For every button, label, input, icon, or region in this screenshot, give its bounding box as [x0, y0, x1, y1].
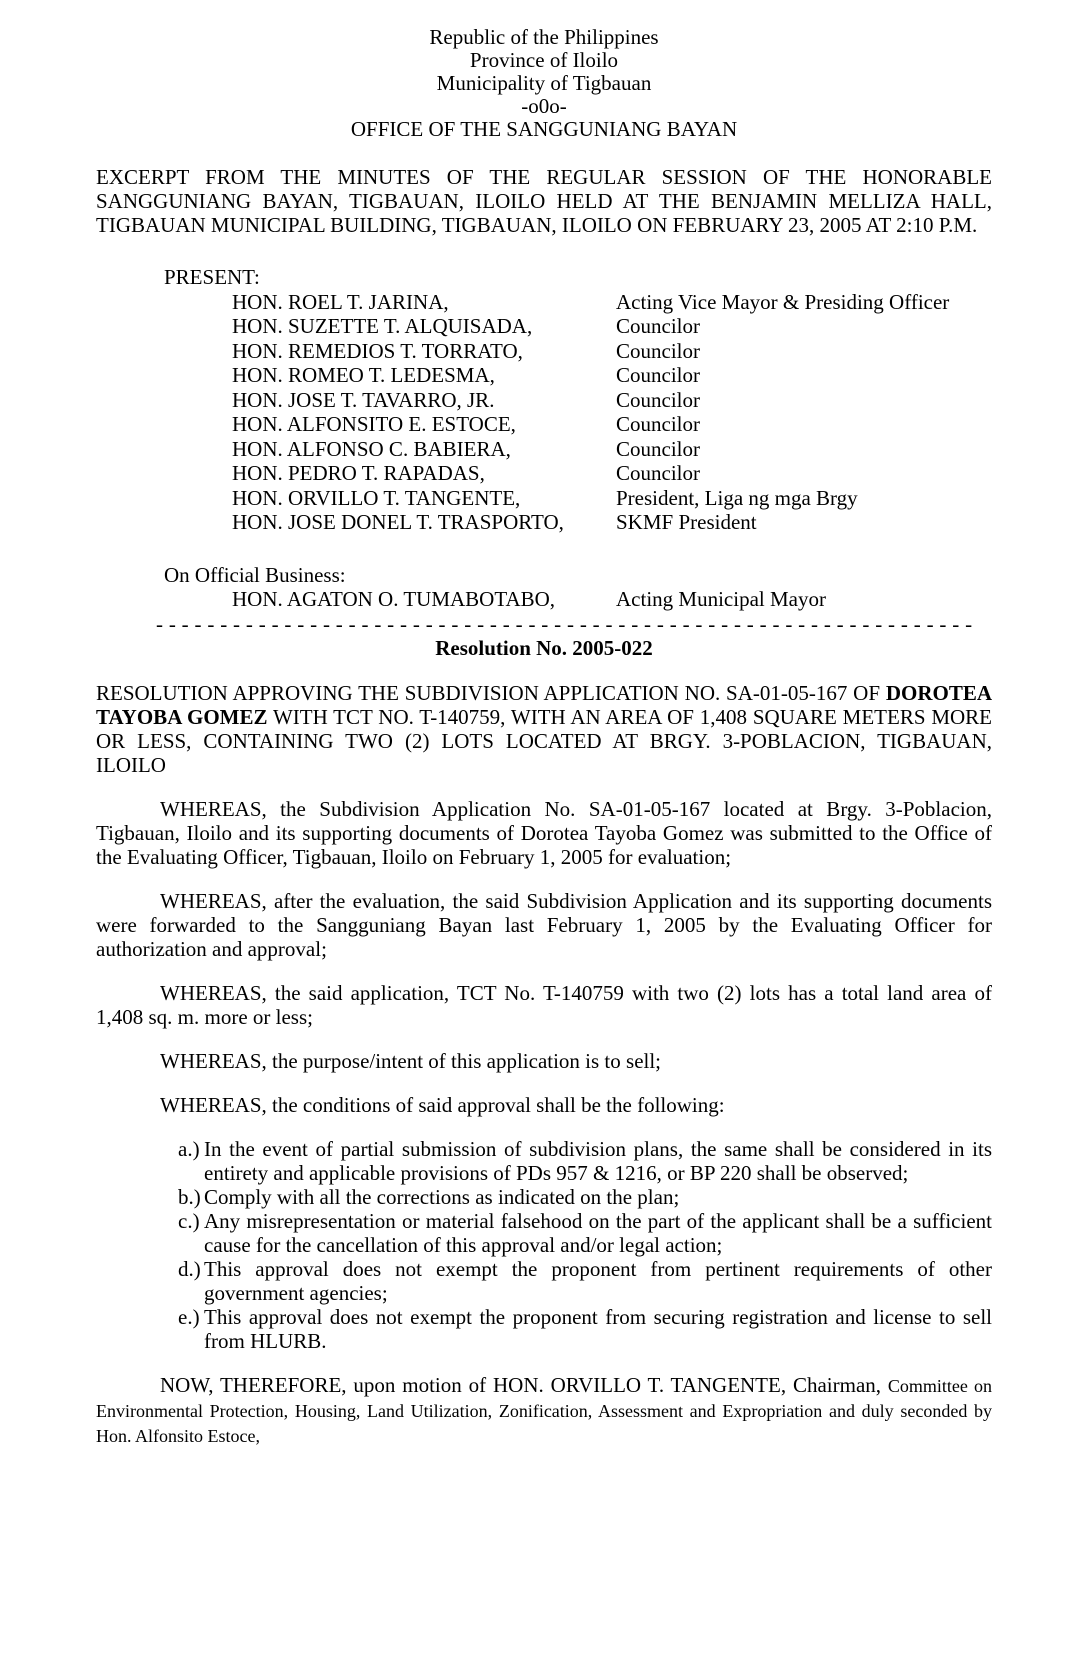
- member-row: [96, 339, 992, 364]
- official-business-label: On Official Business:: [164, 562, 346, 587]
- condition-item: [96, 1209, 992, 1257]
- condition-text: This approval does not exempt the proponent from securing registration and license to sell from HLURB.: [204, 1304, 992, 1353]
- dashed-divider: - - - - - - - - - - - - - - - - - - - - - - - - - - - - - - - - - - - - - - - - - - - - - - - - - - - - - - - - - - - - - - - -: [156, 611, 973, 636]
- condition-text: This approval does not exempt the proponent from pertinent requirements of other government agencies;: [204, 1256, 992, 1305]
- resolution-number: Resolution No. 2005-022: [435, 635, 653, 660]
- condition-item: [96, 1137, 992, 1185]
- whereas-paragraph: WHEREAS, after the evaluation, the said Subdivision Application and its supporting documents were forwarded to the Sangguniang Bayan last February 1, 2005 by the Evaluating Officer for authorization and approval;: [96, 888, 992, 961]
- member-name: HON. SUZETTE T. ALQUISADA,: [232, 314, 533, 338]
- member-name: HON. ALFONSITO E. ESTOCE,: [232, 412, 516, 436]
- condition-item: [96, 1305, 992, 1353]
- condition-text: In the event of partial submission of subdivision plans, the same shall be considered in its entirety and applicable provisions of PDs 957 & 1216, or BP 220 shall be observed;: [204, 1136, 992, 1185]
- closing-segment-small: Committee on Environmental Protection, Housing, Land Utilization, Zonification, Assessment and Expropriation and duly seconded by Hon. Alfonsito Estoce,: [96, 1375, 992, 1446]
- official-business-section: [96, 563, 992, 612]
- member-row: [96, 314, 992, 339]
- resolution-title-segment: WITH TCT NO. T-140759, WITH AN AREA OF 1,408 SQUARE METERS MORE OR LESS, CONTAINING TWO (2) LOTS LOCATED AT BRGY. 3-POBLACION, TIGBAUAN, ILOILO: [96, 704, 992, 777]
- whereas-paragraph: WHEREAS, the Subdivision Application No. SA-01-05-167 located at Brgy. 3-Poblacion, Tigbauan, Iloilo and its supporting documents of Dorotea Tayoba Gomez was submitted to the Office of the Evaluating Officer, Tigbauan, Iloilo on February 1, 2005 for evaluation;: [96, 796, 992, 869]
- member-name: HON. ALFONSO C. BABIERA,: [232, 436, 511, 461]
- whereas-paragraph: WHEREAS, the conditions of said approval shall be the following:: [160, 1092, 725, 1117]
- member-row: [96, 290, 992, 315]
- member-position: Councilor: [616, 412, 700, 436]
- member-name: HON. ROEL T. JARINA,: [232, 289, 449, 314]
- closing-segment: NOW, THEREFORE, upon motion of HON. ORVILLO T. TANGENTE, Chairman,: [160, 1372, 888, 1397]
- member-position: Councilor: [616, 363, 700, 387]
- condition-label: d.): [178, 1256, 201, 1281]
- applicant-name: DOROTEA TAYOBA GOMEZ: [96, 680, 992, 729]
- condition-label: a.): [178, 1136, 200, 1161]
- member-position: Councilor: [616, 387, 700, 412]
- header-republic: Republic of the Philippines: [429, 25, 659, 49]
- member-position: SKMF President: [616, 510, 757, 534]
- member-name: HON. ORVILLO T. TANGENTE,: [232, 485, 521, 510]
- conditions-list: [96, 1137, 992, 1353]
- present-label: PRESENT:: [164, 265, 260, 289]
- condition-item: [96, 1185, 992, 1209]
- member-name: HON. JOSE DONEL T. TRASPORTO,: [232, 510, 564, 534]
- member-row: [96, 412, 992, 437]
- header-office: OFFICE OF THE SANGGUNIANG BAYAN: [350, 117, 738, 141]
- condition-item: [96, 1257, 992, 1305]
- closing-paragraph: [96, 1373, 992, 1448]
- member-position: Councilor: [616, 436, 700, 461]
- member-row: [96, 363, 992, 388]
- member-row: [96, 510, 992, 535]
- resolution-title: [96, 681, 992, 777]
- resolution-title-segment: RESOLUTION APPROVING THE SUBDIVISION APPLICATION NO. SA-01-05-167 OF: [96, 680, 886, 705]
- header-ornament: -o0o-: [521, 94, 567, 118]
- header-municipality: Municipality of Tigbauan: [436, 71, 652, 95]
- condition-text: Any misrepresentation or material falsehood on the part of the applicant shall be a sufficient cause for the cancellation of this approval and/or legal action;: [204, 1208, 992, 1257]
- member-position: Acting Municipal Mayor: [616, 587, 826, 611]
- condition-label: b.): [178, 1184, 201, 1209]
- condition-label: e.): [178, 1304, 200, 1329]
- member-position: President, Liga ng mga Brgy: [616, 485, 858, 510]
- member-position: Acting Vice Mayor & Presiding Officer: [616, 289, 950, 314]
- whereas-paragraph: WHEREAS, the said application, TCT No. T-140759 with two (2) lots has a total land area of 1,408 sq. m. more or less;: [96, 980, 992, 1029]
- member-name: HON. ROMEO T. LEDESMA,: [232, 363, 495, 387]
- member-position: Councilor: [616, 314, 700, 338]
- member-name: HON. JOSE T. TAVARRO, JR.: [232, 387, 495, 412]
- document-header: [96, 26, 992, 141]
- member-position: Councilor: [616, 461, 700, 485]
- member-name: HON. REMEDIOS T. TORRATO,: [232, 338, 523, 363]
- excerpt-paragraph: EXCERPT FROM THE MINUTES OF THE REGULAR SESSION OF THE HONORABLE SANGGUNIANG BAYAN, TIGBAUAN, ILOILO HELD AT THE BENJAMIN MELLIZA HALL, TIGBAUAN MUNICIPAL BUILDING, TIGBAUAN, ILOILO ON FEBRUARY 23, 2005 AT 2:10 P.M.: [96, 165, 992, 237]
- header-province: Province of Iloilo: [469, 48, 619, 72]
- present-section: [96, 265, 992, 535]
- member-name: HON. AGATON O. TUMABOTABO,: [232, 587, 556, 611]
- member-row: [96, 461, 992, 486]
- member-row: [96, 587, 992, 612]
- condition-text: Comply with all the corrections as indicated on the plan;: [204, 1184, 680, 1209]
- member-name: HON. PEDRO T. RAPADAS,: [232, 461, 485, 485]
- condition-label: c.): [178, 1208, 200, 1233]
- member-position: Councilor: [616, 338, 700, 363]
- member-row: [96, 486, 992, 511]
- member-row: [96, 388, 992, 413]
- member-row: [96, 437, 992, 462]
- whereas-paragraph: WHEREAS, the purpose/intent of this application is to sell;: [160, 1048, 662, 1073]
